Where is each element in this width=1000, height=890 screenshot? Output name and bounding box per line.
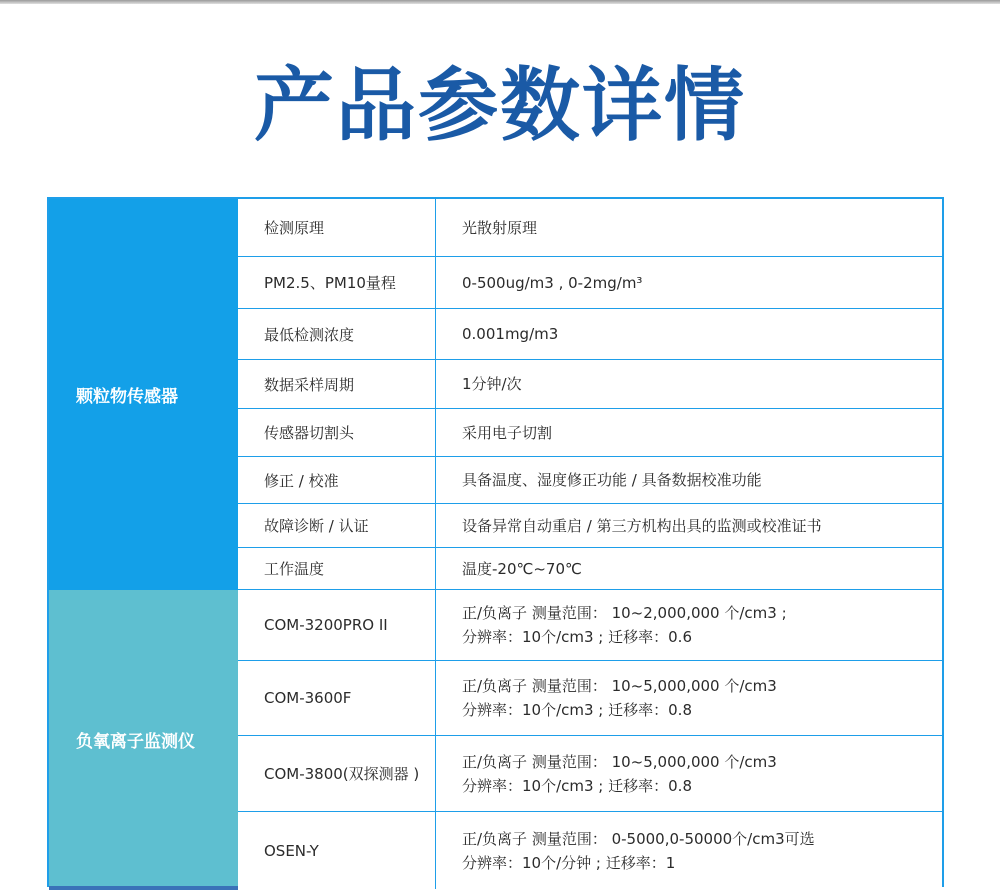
param-name: 传感器切割头 — [238, 409, 436, 456]
param-value — [436, 360, 942, 408]
value-line: 正/负离子 测量范围： 10~5,000,000 个/cm3 — [462, 752, 777, 771]
param-name: COM-3800(双探测器 ) — [238, 736, 436, 811]
param-value — [436, 548, 942, 589]
param-name: PM2.5、PM10量程 — [238, 257, 436, 308]
table-row — [238, 257, 942, 309]
param-name: COM-3600F — [238, 661, 436, 735]
param-value — [436, 199, 942, 256]
table-row — [238, 548, 942, 590]
param-name: 数据采样周期 — [238, 360, 436, 408]
param-name: COM-3200PRO II — [238, 590, 436, 660]
param-name: 故障诊断 / 认证 — [238, 504, 436, 547]
top-divider — [0, 0, 1000, 4]
value-line: 光散射原理 — [462, 218, 538, 237]
value-line: 正/负离子 测量范围： 10~5,000,000 个/cm3 — [462, 677, 777, 695]
value-line: 0-500ug/m3 , 0-2mg/m³ — [462, 273, 643, 292]
table-row — [238, 199, 942, 257]
table-row — [238, 457, 942, 504]
param-value — [436, 812, 942, 889]
param-value — [436, 257, 942, 308]
param-value — [436, 504, 942, 547]
group-label-particulate: 颗粒物传感器 — [49, 199, 238, 590]
table-row — [238, 590, 942, 661]
param-name: 最低检测浓度 — [238, 309, 436, 359]
param-value — [436, 409, 942, 456]
param-value — [436, 590, 942, 660]
param-value — [436, 457, 942, 503]
value-line: 具备温度、湿度修正功能 / 具备数据校准功能 — [462, 471, 762, 489]
value-line: 分辨率：10个/cm3 ; 迁移率：0.6 — [462, 628, 692, 646]
param-name: 修正 / 校准 — [238, 457, 436, 503]
table-row — [238, 661, 942, 736]
value-line: 正/负离子 测量范围： 10~2,000,000 个/cm3 ; — [462, 604, 787, 622]
table-row — [238, 736, 942, 812]
value-line: 分辨率：10个/分钟 ; 迁移率：1 — [462, 853, 676, 872]
table-row — [238, 360, 942, 409]
value-line: 分辨率：10个/cm3 ; 迁移率：0.8 — [462, 776, 692, 795]
value-line: 0.001mg/m3 — [462, 325, 559, 343]
value-line: 1分钟/次 — [462, 375, 522, 393]
table-row — [238, 504, 942, 548]
param-value — [436, 661, 942, 735]
table-row — [238, 409, 942, 457]
param-value — [436, 309, 942, 359]
param-name: OSEN-Y — [238, 812, 436, 889]
group-label-negative-ion: 负氧离子监测仪 — [49, 590, 238, 889]
param-name: 工作温度 — [238, 548, 436, 589]
spec-table — [47, 197, 944, 887]
page-title: 产品参数详情 — [254, 59, 746, 152]
param-name: 检测原理 — [238, 199, 436, 256]
table-row — [238, 309, 942, 360]
value-line: 分辨率：10个/cm3 ; 迁移率：0.8 — [462, 701, 692, 719]
value-line: 正/负离子 测量范围： 0-5000,0-50000个/cm3可选 — [462, 829, 815, 848]
value-line: 设备异常自动重启 / 第三方机构出具的监测或校准证书 — [462, 516, 822, 535]
value-line: 温度-20℃~70℃ — [462, 559, 582, 578]
table-row — [238, 812, 942, 889]
value-line: 采用电子切割 — [462, 423, 553, 442]
param-value — [436, 736, 942, 811]
